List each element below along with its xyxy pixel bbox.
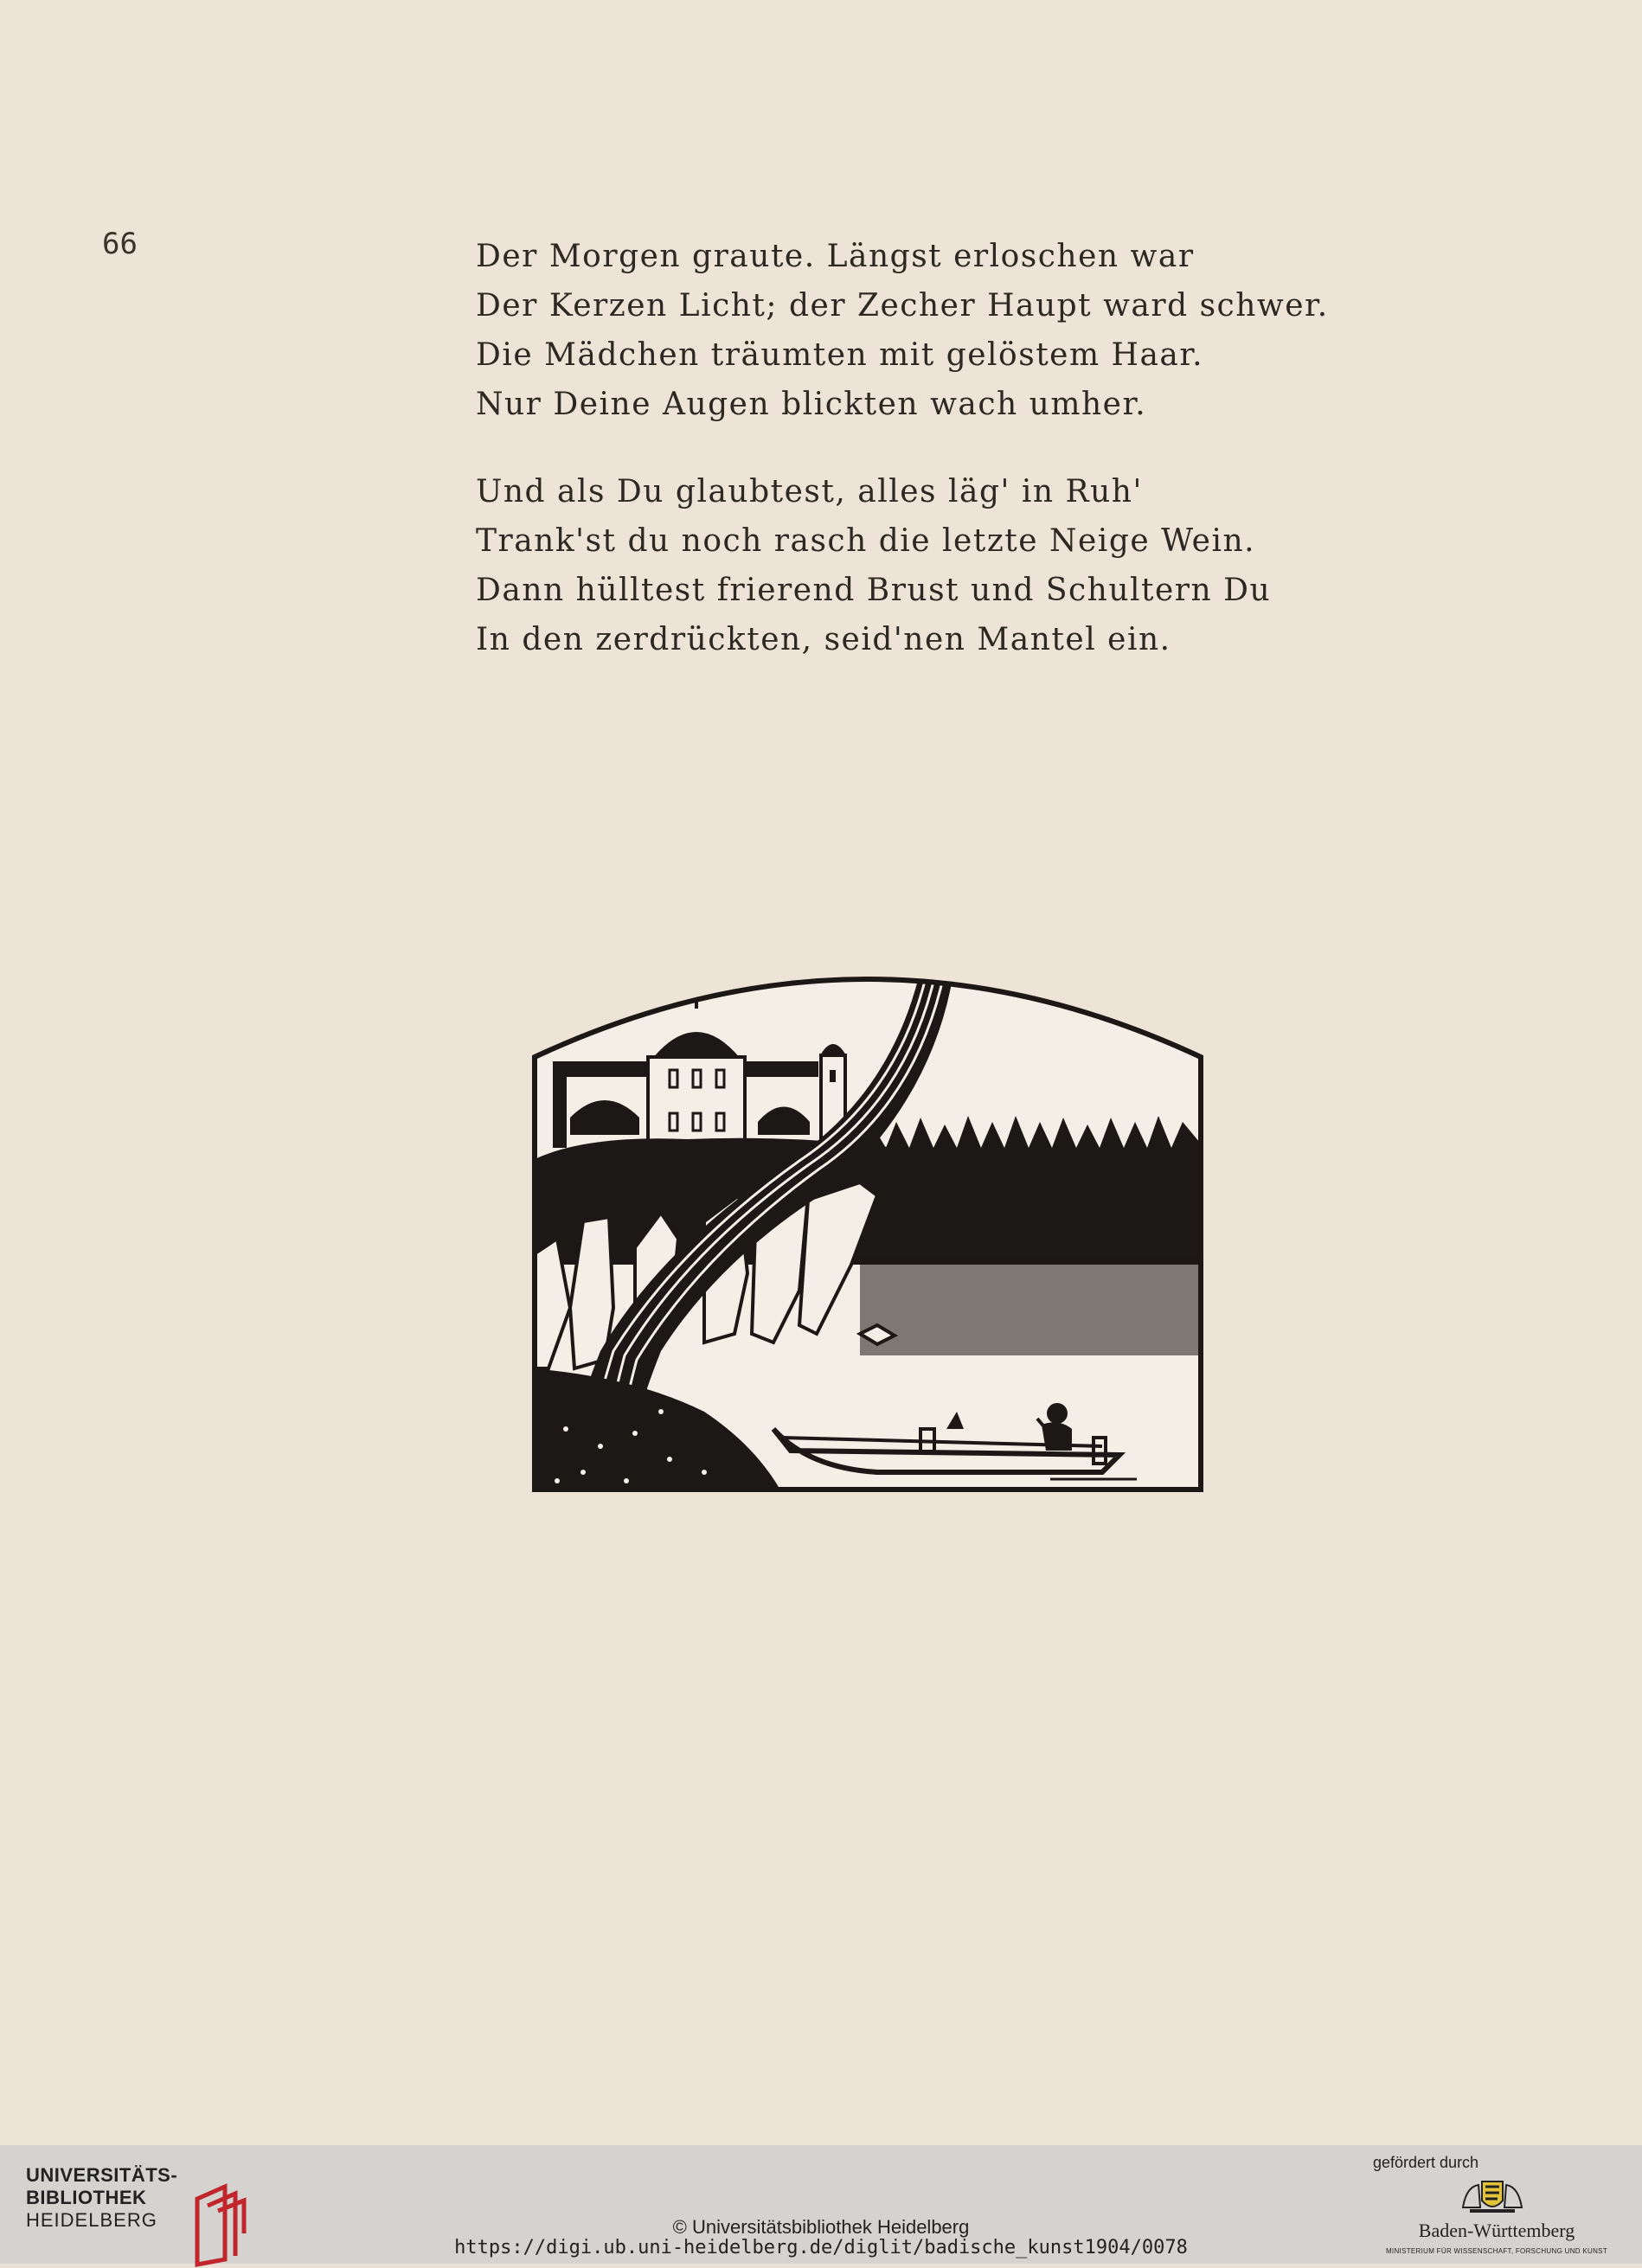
poem-line: Und als Du glaubtest, alles läg' in Ruh' — [476, 474, 1143, 509]
coat-of-arms-icon — [1458, 2178, 1527, 2216]
poem-line: Die Mädchen träumten mit gelöstem Haar. — [476, 337, 1204, 373]
footer-bar — [0, 2145, 1642, 2264]
stanza-1 — [476, 232, 1445, 429]
stanza-2 — [476, 467, 1445, 664]
poem-line: Der Kerzen Licht; der Zecher Haupt ward schwer. — [476, 288, 1329, 324]
sponsor-subtitle: MINISTERIUM FÜR WISSENSCHAFT, FORSCHUNG UND KUNST — [1385, 2247, 1608, 2255]
poem-line: Der Morgen graute. Längst erloschen war — [476, 239, 1195, 274]
sponsor-label: gefördert durch — [1373, 2154, 1479, 2171]
page-number: 66 — [102, 227, 138, 261]
poem-line: Nur Deine Augen blickten wach umher. — [476, 387, 1147, 422]
poem — [476, 232, 1445, 702]
woodcut-illustration — [531, 962, 1204, 1493]
poem-line: Trank'st du noch rasch die letzte Neige Wein. — [476, 523, 1256, 559]
library-name-line: HEIDELBERG — [26, 2209, 157, 2231]
sponsor-name: Baden-Württemberg — [1418, 2220, 1575, 2241]
sponsor-logo[interactable] — [1371, 2154, 1622, 2255]
poem-line: In den zerdrückten, seid'nen Mantel ein. — [476, 622, 1171, 657]
library-name-line: UNIVERSITÄTS- — [26, 2164, 178, 2186]
page-url-link[interactable]: https://digi.ub.uni-heidelberg.de/diglit/badische_kunst1904/0078 — [454, 2237, 1188, 2258]
library-name-line: BIBLIOTHEK — [26, 2187, 147, 2208]
copyright-notice: © Universitätsbibliothek Heidelberg — [672, 2216, 970, 2238]
poem-line: Dann hülltest frierend Brust und Schultern Du — [476, 573, 1272, 608]
